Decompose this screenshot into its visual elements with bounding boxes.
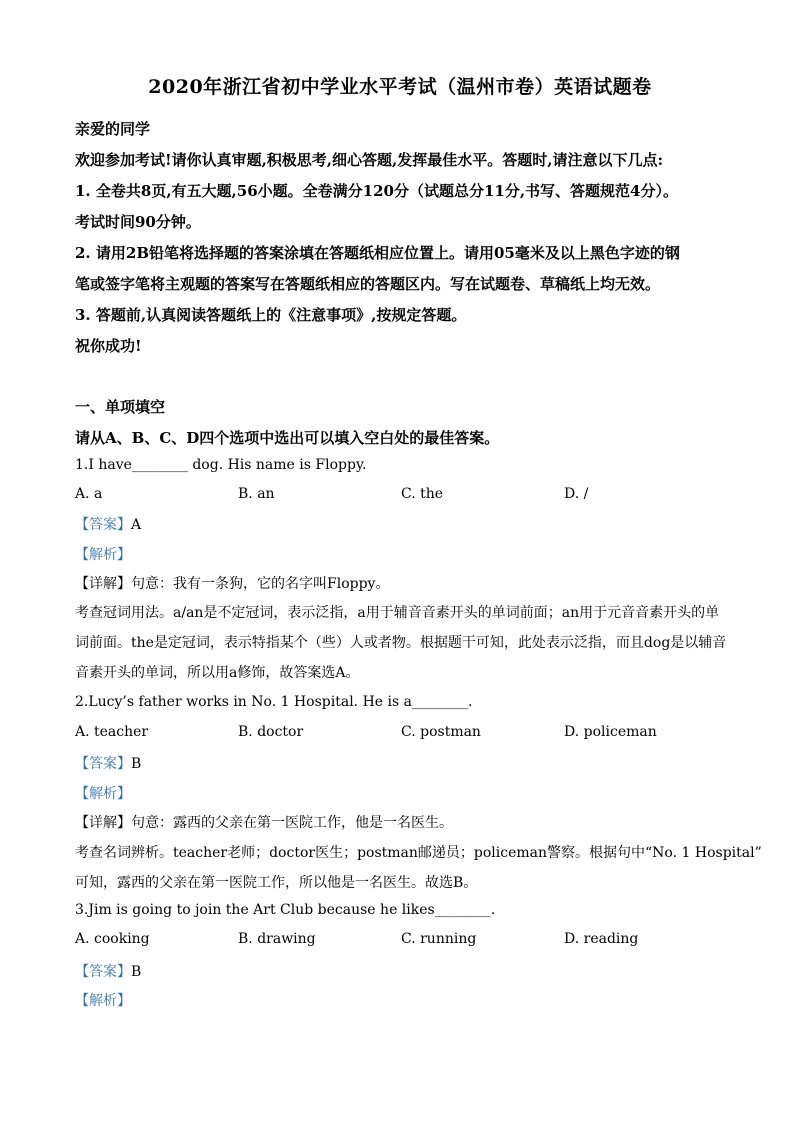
analysis-tag: 【解析】: [75, 786, 131, 802]
option-c: C. postman: [401, 724, 481, 740]
answer-line: [75, 961, 141, 981]
intro-line-4: 2. 请用2B铅笔将选择题的答案涂填在答题纸相应位置上。请用05毫米及以上黑色字迹的钢: [75, 244, 680, 262]
answer-value: B: [131, 964, 142, 980]
detail-line: 考查名词辨析。teacher老师；doctor医生；postman邮递员；policeman警察。根据句中“No. 1 Hospital”: [75, 845, 762, 861]
answer-tag: 【答案】: [75, 517, 131, 533]
page-title: 2020年浙江省初中学业水平考试（温州市卷）英语试题卷: [148, 76, 652, 98]
option-d: D. policeman: [564, 724, 657, 740]
answer-line: [75, 514, 141, 534]
detail-tag: 【详解】: [75, 815, 131, 831]
option-d: D. reading: [564, 931, 639, 947]
option-b: B. an: [238, 486, 275, 502]
intro-greeting: 亲爱的同学: [75, 120, 151, 138]
option-a: A. teacher: [75, 724, 149, 740]
answer-line: [75, 753, 141, 773]
option-b: B. drawing: [238, 931, 316, 947]
detail-line: 考查冠词用法。a/an是不定冠词，表示泛指，a用于辅音音素开头的单词前面；an用于元音音素开头的单: [75, 605, 720, 621]
option-b: B. doctor: [238, 724, 304, 740]
detail-tag: 【详解】: [75, 576, 131, 592]
detail-line: 音素开头的单词，所以用a修饰，故答案选A。: [75, 665, 360, 681]
analysis-tag: 【解析】: [75, 993, 131, 1009]
answer-tag: 【答案】: [75, 964, 131, 980]
option-c: C. running: [401, 931, 477, 947]
detail-line: [75, 812, 453, 832]
intro-line-6: 3. 答题前,认真阅读答题纸上的《注意事项》,按规定答题。: [75, 306, 467, 324]
question-stem: 3.Jim is going to join the Art Club because he likes________.: [75, 902, 496, 918]
intro-line-5: 笔或签字笔将主观题的答案写在答题纸相应的答题区内。写在试题卷、草稿纸上均无效。: [75, 275, 661, 293]
detail-line: 词前面。the是定冠词，表示特指某个（些）人或者物。根据题干可知，此处表示泛指，而且dog是以辅音: [75, 635, 727, 651]
option-c: C. the: [401, 486, 444, 502]
detail-line: 可知，露西的父亲在第一医院工作，所以他是一名医生。故选B。: [75, 875, 478, 891]
detail-text: 句意：我有一条狗，它的名字叫Floppy。: [131, 576, 390, 592]
option-a: A. cooking: [75, 931, 150, 947]
intro-line-1: 欢迎参加考试!请你认真审题,积极思考,细心答题,发挥最佳水平。答题时,请注意以下几点:: [75, 151, 664, 169]
intro-line-2: 1. 全卷共8页,有五大题,56小题。全卷满分120分（试题总分11分,书写、答题规范4分）。: [75, 182, 678, 200]
answer-value: B: [131, 756, 142, 772]
answer-value: A: [131, 517, 142, 533]
section-instruction: 请从A、B、C、D四个选项中选出可以填入空白处的最佳答案。: [75, 429, 500, 447]
detail-text: 句意：露西的父亲在第一医院工作，他是一名医生。: [131, 815, 453, 831]
question-stem: 1.I have________ dog. His name is Floppy.: [75, 457, 367, 473]
option-d: D. /: [564, 486, 589, 502]
detail-line: [75, 573, 389, 593]
question-stem: 2.Lucy’s father works in No. 1 Hospital. He is a________.: [75, 694, 473, 710]
option-a: A. a: [75, 486, 103, 502]
intro-line-7: 祝你成功!: [75, 337, 142, 355]
section-heading: 一、单项填空: [75, 398, 166, 416]
analysis-tag: 【解析】: [75, 547, 131, 563]
answer-tag: 【答案】: [75, 756, 131, 772]
intro-line-3: 考试时间90分钟。: [75, 213, 201, 231]
